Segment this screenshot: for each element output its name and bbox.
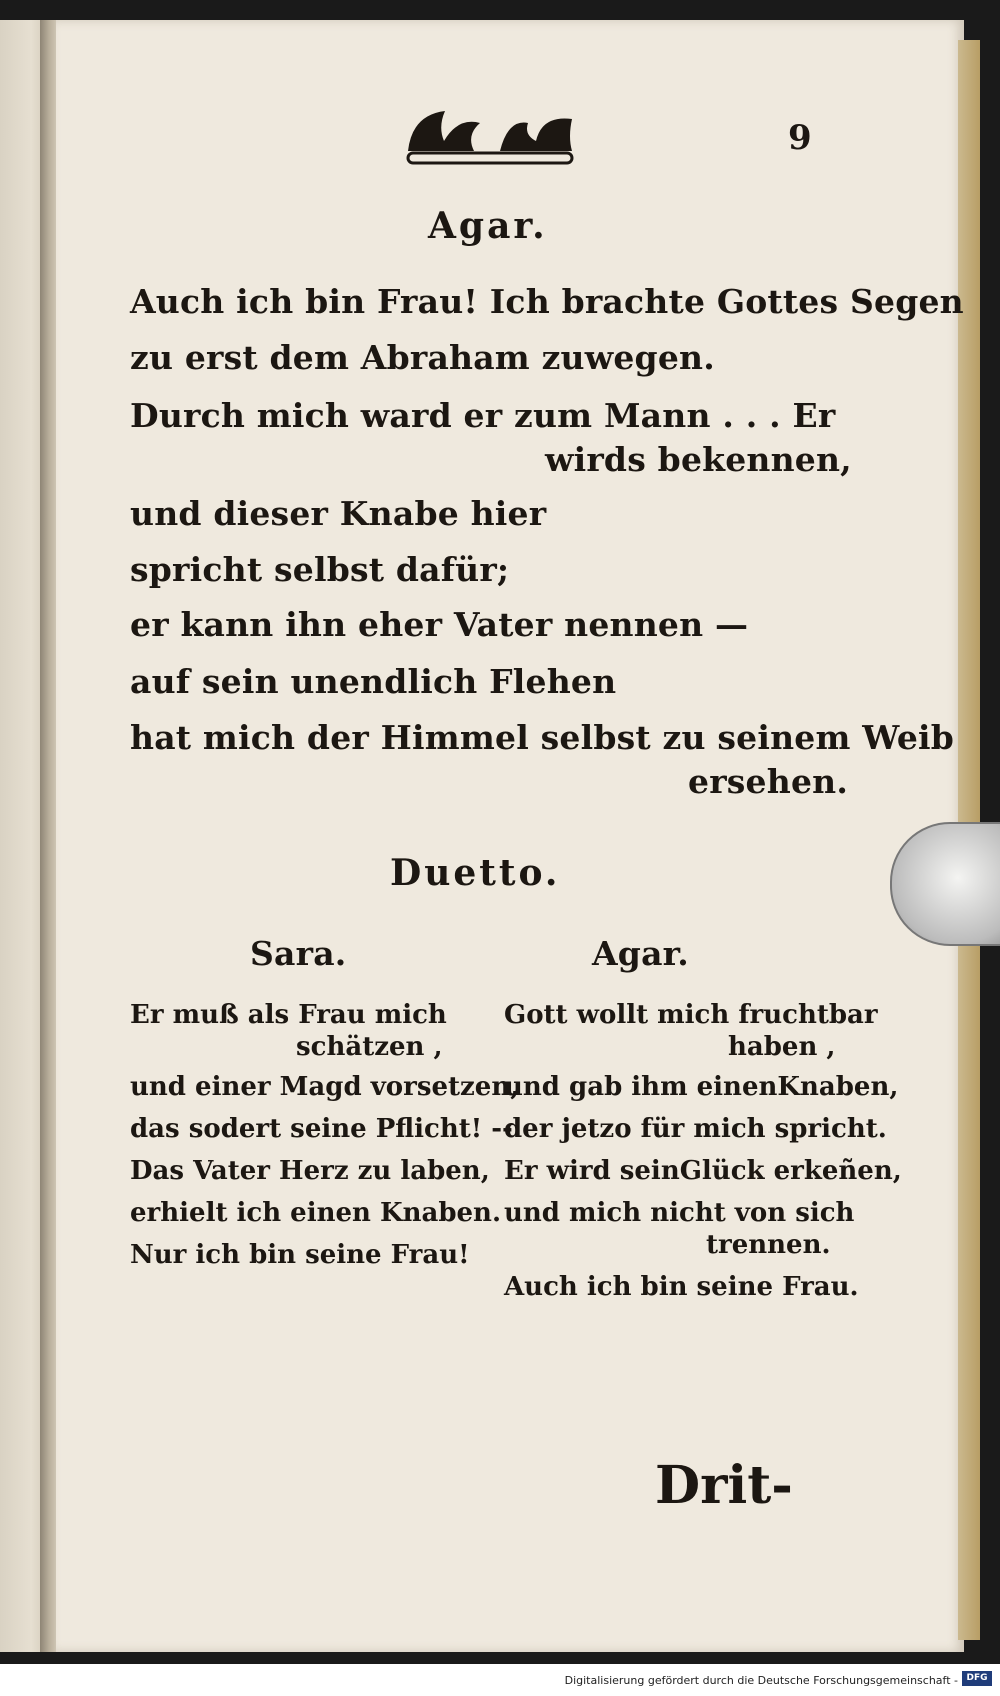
- left-line: schätzen ,: [296, 1032, 443, 1062]
- left-line: erhielt ich einen Knaben.: [130, 1198, 502, 1228]
- right-line: haben ,: [728, 1032, 836, 1062]
- right-line: Er wird seinGlück erkeñen,: [504, 1156, 902, 1186]
- right-line: der jetzo für mich spricht.: [504, 1114, 887, 1144]
- text-line: Auch ich bin Frau! Ich brachte Gottes Segen: [130, 282, 964, 321]
- right-line: und mich nicht von sich: [504, 1198, 855, 1228]
- page-number: 9: [788, 118, 812, 158]
- funding-credit: Digitalisierung gefördert durch die Deutsche Forschungsgemeinschaft -: [564, 1674, 958, 1687]
- catchword: Drit-: [655, 1455, 793, 1516]
- left-line: Er muß als Frau mich: [130, 1000, 447, 1030]
- digitization-footer: [0, 1664, 1000, 1696]
- text-line: spricht selbst dafür;: [130, 550, 510, 589]
- text-line: und dieser Knabe hier: [130, 494, 547, 533]
- text-line: zu erst dem Abraham zuwegen.: [130, 338, 715, 377]
- right-line: trennen.: [706, 1230, 831, 1260]
- right-line: und gab ihm einenKnaben,: [504, 1072, 899, 1102]
- right-line: Auch ich bin seine Frau.: [504, 1272, 859, 1302]
- text-line: auf sein unendlich Flehen: [130, 662, 617, 701]
- ornament-icon: [400, 105, 580, 173]
- text-line: hat mich der Himmel selbst zu seinem Weib: [130, 718, 955, 757]
- dfg-logo-icon: DFG: [962, 1671, 992, 1686]
- page-clip: [890, 822, 1000, 946]
- text-line: wirds bekennen,: [545, 440, 852, 479]
- left-line: und einer Magd vorsetzen,: [130, 1072, 520, 1102]
- text-line: Durch mich ward er zum Mann . . . Er: [130, 396, 836, 435]
- right-speaker: Agar.: [592, 934, 689, 973]
- duet-heading: Duetto.: [390, 852, 561, 894]
- text-line: er kann ihn eher Vater nennen —: [130, 605, 749, 644]
- book-page: [56, 20, 964, 1652]
- left-line: das sodert seine Pflicht! --: [130, 1114, 513, 1144]
- speaker-heading: Agar.: [428, 205, 548, 247]
- left-line: Nur ich bin seine Frau!: [130, 1240, 470, 1270]
- right-line: Gott wollt mich fruchtbar: [504, 1000, 878, 1030]
- left-line: Das Vater Herz zu laben,: [130, 1156, 490, 1186]
- text-line: ersehen.: [688, 762, 849, 801]
- left-speaker: Sara.: [250, 934, 347, 973]
